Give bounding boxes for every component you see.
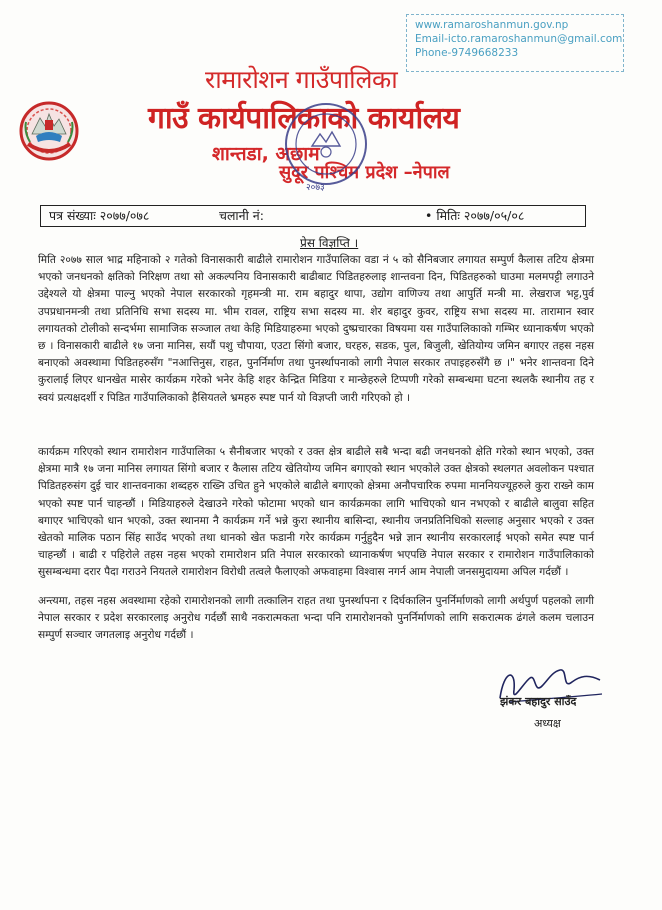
paragraph-3: अन्त्यमा, तहस नहस अवस्थामा रहेको रामारोशनको लागी तत्कालिन राहत तथा पुनर्स्थापना र दिर्घकालिन पुनर्निर्माणको लागी अर्थपुर्ण पहलको लागी नेपाल सरकार र प्रदेश सरकारलाइ अनुरोध गर्दछौं साथै नकरात्मकता भन्दा पनि रामारोशनको पुनर्निर्माणको लागि सकरात्मक ढंगले कलम चलाउन सम्पुर्ण सञ्चार जगतलाइ अनुरोध गर्दछौं । [38,595,594,642]
stamp-year: २०७३ [306,183,325,193]
letter-date: • मितिः २०७७/०५/०८ [425,208,525,223]
district-line: शान्तडा, अछाम [212,143,320,165]
website-text: www.ramaroshanmun.gov.np [415,19,569,31]
province-line: सुदूर पश्चिम प्रदेश –नेपाल [279,162,450,183]
reference-bar [40,205,586,227]
signatory-title: अध्यक्ष [534,717,561,730]
document-title: प्रेस विज्ञप्ति । [300,236,359,250]
signatory-name: झंकर बहादुर साउँद [500,695,577,708]
nepal-emblem-icon [18,98,80,164]
phone-text: Phone-9749668233 [415,47,519,59]
dispatch-number: चलानी नं: [219,208,264,223]
official-stamp-icon [282,100,370,188]
email-text: Email-icto.ramaroshanmun@gmail.com [415,33,623,45]
paragraph-2: कार्यक्रम गरिएको स्थान रामारोशन गाउँपालिका ५ सैनीबजार भएको र उक्त क्षेत्र बाढीले सबै भन्दा बढी जनधनको क्षेति गरेको स्थान भएको, उक्त क्षेत्रमा मात्रै १७ जना मानिस लगायत सिंगो बजार र कैलास तटिय खेतियोग्य जमिन बगाएको स्थान भएकोले उक्त क्षेत्रको स्थलगत अवलोकन पश्चात पिडितहरुसंग दुई चार शान्तवनाका शब्दहरु राख्नि उचित हुने भएकोले बाढीले बगाएको क्षेत्रमा अनौपचारिक रुपमा माननियज्यूहरुले कुरा राख्ने काम भएको स्पष्ट पार्न चाहन्छौं । मिडियाहरुले देखाउने गरेको फोटामा भएको धान कार्यक्रमका लागि भाचिएको धान नभएको र बाढीले बालुवा सहित बगाएर भाचिएको धान भएको, उक्त स्थानमा नै कार्यक्रम गर्ने भन्ने कुरा स्थानीय बासिन्दा, स्थानीय जनप्रतिनिधिको सल्लाह अनुसार भएको र उक्त खेतको मालिक पठान सिंह साउँद भएको तथा धानको खेत फडानी गरेर कार्यक्रम गर्नुहुदैन भन्ने ज्ञान स्थानीय सरकारलाई भएको समेत स्पष्ट पार्न चाहन्छौं । बाढी र पहिरोले तहस नहस भएको रामारोशन प्रति नेपाल सरकारको ध्यानाकर्षण भएपछि नेपाल सरकार र रामारोशन गाउँपालिकाको सुसम्बन्धमा दरार पैदा गराउने नियतले रामारोशन विरोधी तत्वले फैलाएको अफवाहमा विश्वास नगर्न आम नेपाली जनसमुदायमा अपिल गर्दछौं । [38,446,594,579]
letter-number: पत्र संख्याः २०७७/०७८ [49,208,150,223]
paragraph-1: मिति २०७७ साल भाद्र महिनाको २ गतेको विनासकारी बाढीले रामारोशन गाउँपालिका वडा नं ५ को सैनिबजार लगायत सम्पुर्ण कैलास तटिय क्षेत्रमा भएको जनधनको क्षतिको निरिक्षण तथा सो अकल्पनिय विनासकारी बाढीबाट पिडितहरुलाइ शान्तवना दिन, पिडितहरुको घाउमा मलमपट्टी लगाउने उद्देश्यले यो क्षेत्रमा पाल्नु भएको नेपाल सरकारको गृहमन्त्री मा. राम बहादुर थापा, उद्योग वाणिज्य तथा आपुर्ति मन्त्री मा. लेखराज भट्ट,पुर्व उपप्रधानमन्त्री तथा प्रतिनिधि सभा सदस्य मा. भीम रावल, राष्ट्रिय सभा सदस्य मा. शेर बहादुर कुवर, राष्ट्रिय सभा सदस्य मा. तारामान स्वार लगायतको टोलीको सन्दर्भमा सामाजिक सञ्जाल तथा केहि मिडियाहरुमा भएको दुष्प्रचारका विषयमा यस गाउँपालिकाको गम्भिर ध्यानाकर्षण भएको छ । विनासकारी बाढीले १७ जना मानिस, सयौं पशु चौपाया, एउटा सिंगो बजार, घरहरु, सडक, पुल, बिजुली, खेतियोग्य जमिन बगाएर तहस नहस बनाएको अवस्थामा पिडितहरुसँग "नआत्तिनुस, राहत, पुनर्निर्माण तथा पुनर्स्थापनाको लागी नेपाल सरकार तपाइहरुसँगै छ ।" भनेर शान्तवना दिने कुरालाई लिएर धानखेत मासेर कार्यक्रम गरेको भनेर केहि शहर केन्द्रित मिडिया र मान्छेहरुले टिप्पणी गरेको सम्बन्धमा घटना स्थलकै स्थानीय तह र स्वयं प्रत्यक्षदर्शी र पिडित गाउँपालिकाको हैसियतले भ्रमहरु स्पष्ट पार्न यो विज्ञप्ती जारी गरिएको हो । [38,254,594,404]
municipality-name: रामारोशन गाउँपालिका [205,65,398,94]
office-name: गाउँ कार्यपालिकाको कार्यालय [148,101,460,136]
